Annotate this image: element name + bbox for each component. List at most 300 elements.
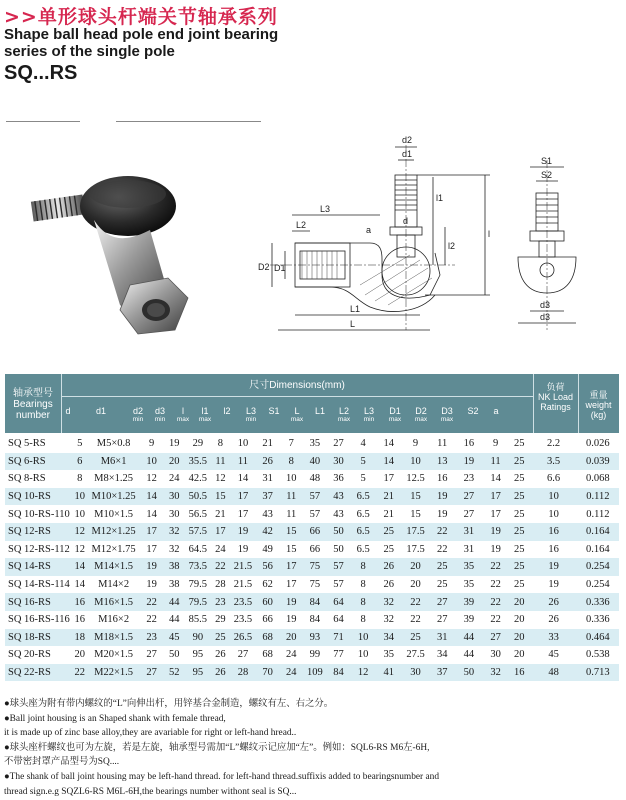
table-row — [5, 470, 619, 488]
bearing-number-cell: SQ 8-RS — [5, 470, 73, 488]
table-cell: M20×1.5 — [87, 646, 140, 664]
bearing-number-cell: SQ 12-RS — [5, 523, 73, 541]
table-cell: 43 — [327, 505, 350, 523]
table-cell: 12.5 — [401, 470, 430, 488]
table-cell: 38 — [163, 558, 186, 576]
bearing-number-cell: SQ 10-RS-110 — [5, 505, 73, 523]
table-cell: 19 — [231, 541, 256, 559]
table-cell: 14 — [483, 470, 508, 488]
table-cell: 14 — [140, 505, 163, 523]
table-cell: 20 — [401, 576, 430, 594]
table-cell: 60 — [255, 593, 280, 611]
table-row — [5, 523, 619, 541]
label-l1: l1 — [436, 193, 444, 203]
table-cell: 19 — [140, 576, 163, 594]
table-cell: 0.336 — [577, 593, 619, 611]
note-line: ●球头座杆螺纹也可为左旋，若是左旋，轴承型号需加“L”螺纹示记应加“左”。例如：SQL6-RS M6左-6H, — [4, 742, 430, 753]
table-cell: 17 — [376, 470, 401, 488]
label-S1: S1 — [541, 156, 553, 166]
label-a: a — [366, 225, 372, 235]
table-cell: 31 — [455, 523, 484, 541]
table-row — [5, 646, 619, 664]
table-cell: 17 — [483, 488, 508, 506]
column-header-l: l max — [176, 406, 190, 423]
table-cell: 44 — [163, 611, 186, 629]
column-header-l1: L1 — [314, 406, 325, 416]
table-cell: 24 — [163, 470, 186, 488]
table-cell: 22 — [483, 576, 508, 594]
table-cell: 22 — [401, 611, 430, 629]
table-cell: 17 — [231, 488, 256, 506]
table-cell: 22 — [140, 593, 163, 611]
table-cell: 62 — [255, 576, 280, 594]
column-header-d1: D1 max — [388, 406, 402, 423]
table-cell: 48 — [303, 470, 328, 488]
table-cell: 25 — [508, 453, 531, 471]
header-load — [533, 382, 578, 412]
table-row — [5, 541, 619, 559]
header-load-en: NK Load Ratings — [537, 392, 574, 412]
label-L3: L3 — [320, 204, 331, 214]
table-cell: 79.5 — [186, 593, 211, 611]
table-cell: 10 — [73, 505, 87, 523]
header-bearings-en: Bearings number — [13, 399, 53, 421]
table-cell: 56.5 — [186, 505, 211, 523]
label-d: d — [403, 216, 409, 226]
table-cell: 15 — [280, 541, 303, 559]
table-cell: 37 — [430, 664, 455, 682]
table-cell: 25 — [508, 505, 531, 523]
table-cell: 26 — [531, 611, 577, 629]
table-cell: 43 — [327, 488, 350, 506]
table-cell: 25 — [508, 558, 531, 576]
threaded-stud — [31, 194, 85, 221]
bearing-number-cell: SQ 10-RS — [5, 488, 73, 506]
table-cell: 19 — [430, 488, 455, 506]
table-cell: 35 — [303, 435, 328, 453]
table-cell: 4 — [350, 435, 377, 453]
table-cell: 50 — [455, 664, 484, 682]
table-cell: 57 — [303, 488, 328, 506]
table-cell: 27 — [231, 646, 256, 664]
table-cell: 17.5 — [401, 523, 430, 541]
table-cell: 25 — [508, 523, 531, 541]
table-cell: 16 — [455, 435, 484, 453]
table-cell: 93 — [303, 629, 328, 647]
table-cell: 0.112 — [577, 488, 619, 506]
table-cell: 75 — [303, 558, 328, 576]
table-cell: 56 — [255, 558, 280, 576]
table-cell: 25 — [376, 523, 401, 541]
table-cell: 16 — [430, 470, 455, 488]
bearing-number-cell: SQ 14-RS — [5, 558, 73, 576]
page-title-en-line1: Shape ball head pole end joint bearing — [4, 26, 279, 43]
page-title-cn: >>单形球头杆端关节轴承系列 — [4, 6, 278, 28]
table-cell: 27 — [455, 505, 484, 523]
table-cell: 68 — [255, 646, 280, 664]
table-cell: 25 — [430, 558, 455, 576]
table-cell: 57 — [327, 558, 350, 576]
note-line: it is made up of zinc base alloy,they are avariable for right or left-hand hread.. — [4, 728, 297, 739]
table-cell: 2.2 — [531, 435, 577, 453]
table-cell: 75 — [303, 576, 328, 594]
table-cell: 17.5 — [401, 541, 430, 559]
table-row — [5, 593, 619, 611]
table-cell: 28 — [210, 576, 231, 594]
table-cell: 16 — [508, 664, 531, 682]
table-cell: 6.5 — [350, 541, 377, 559]
table-cell: 17 — [483, 505, 508, 523]
table-cell: 27 — [140, 664, 163, 682]
table-cell: 26 — [376, 558, 401, 576]
table-cell: 26 — [210, 664, 231, 682]
table-cell: 19 — [163, 435, 186, 453]
table-cell: 50 — [163, 646, 186, 664]
table-cell: 35 — [455, 558, 484, 576]
table-cell: 10 — [350, 629, 377, 647]
table-row — [5, 435, 619, 453]
bearing-number-cell: SQ 5-RS — [5, 435, 73, 453]
header-weight-en: weight (kg) — [585, 400, 612, 420]
table-cell: 24 — [210, 541, 231, 559]
table-cell: 0.112 — [577, 505, 619, 523]
table-cell: 6.5 — [350, 505, 377, 523]
table-cell: 20 — [508, 611, 531, 629]
table-cell: 8 — [210, 435, 231, 453]
table-cell: 10 — [531, 505, 577, 523]
table-cell: 26 — [376, 576, 401, 594]
table-cell: 25 — [210, 629, 231, 647]
table-cell: 27 — [430, 611, 455, 629]
table-cell: 14 — [376, 453, 401, 471]
table-cell: 23.5 — [231, 593, 256, 611]
table-cell: 13 — [430, 453, 455, 471]
column-header-l3: L3 min — [363, 406, 375, 423]
table-cell: 44 — [455, 629, 484, 647]
column-header-d: d — [65, 406, 71, 416]
table-cell: 22 — [140, 611, 163, 629]
table-cell: 23 — [210, 593, 231, 611]
table-cell: M16×1.5 — [87, 593, 140, 611]
table-cell: M10×1.5 — [87, 505, 140, 523]
column-header-d3: d3 min — [154, 406, 166, 423]
table-cell: 25 — [508, 470, 531, 488]
table-cell: 8 — [350, 611, 377, 629]
table-cell: 39 — [455, 593, 484, 611]
table-cell: 9 — [140, 435, 163, 453]
label-d2: d2 — [402, 135, 413, 145]
table-cell: 90 — [186, 629, 211, 647]
table-cell: 0.254 — [577, 558, 619, 576]
table-cell: 40 — [303, 453, 328, 471]
table-cell: 16 — [73, 611, 87, 629]
table-cell: 22 — [430, 523, 455, 541]
table-cell: 30 — [327, 453, 350, 471]
table-cell: 34 — [376, 629, 401, 647]
table-cell: 10 — [280, 470, 303, 488]
table-cell: 25 — [376, 541, 401, 559]
table-cell: 17 — [140, 523, 163, 541]
table-cell: 20 — [508, 629, 531, 647]
table-cell: 12 — [210, 470, 231, 488]
note-line: ●Ball joint housing is an Shaped shank with female thread, — [4, 713, 226, 724]
table-cell: M18×1.5 — [87, 629, 140, 647]
table-cell: 20 — [508, 646, 531, 664]
table-cell: 6.5 — [350, 488, 377, 506]
table-cell: M12×1.25 — [87, 523, 140, 541]
table-cell: 50.5 — [186, 488, 211, 506]
table-cell: 7 — [280, 435, 303, 453]
table-cell: 8 — [73, 470, 87, 488]
table-cell: M5×0.8 — [87, 435, 140, 453]
table-cell: 10 — [401, 453, 430, 471]
bearing-number-cell: SQ 16-RS — [5, 593, 73, 611]
table-cell: 27 — [140, 646, 163, 664]
label-d3-2: d3 — [540, 312, 551, 322]
table-cell: 5 — [350, 453, 377, 471]
table-cell: 36 — [327, 470, 350, 488]
table-cell: 35 — [455, 576, 484, 594]
table-cell: 19 — [280, 611, 303, 629]
table-cell: 15 — [280, 523, 303, 541]
label-d1: d1 — [402, 149, 413, 159]
column-header-d3: D3 max — [440, 406, 454, 423]
table-cell: 9 — [401, 435, 430, 453]
table-cell: 20 — [280, 629, 303, 647]
table-cell: 6 — [73, 453, 87, 471]
table-cell: 25 — [508, 541, 531, 559]
table-cell: 79.5 — [186, 576, 211, 594]
table-row — [5, 488, 619, 506]
bearing-number-cell: SQ 18-RS — [5, 629, 73, 647]
table-cell: 17 — [280, 576, 303, 594]
table-cell: M10×1.25 — [87, 488, 140, 506]
table-cell: 9 — [483, 435, 508, 453]
table-cell: 73.5 — [186, 558, 211, 576]
table-cell: 24 — [280, 646, 303, 664]
table-cell: 84 — [303, 611, 328, 629]
table-cell: M16×2 — [87, 611, 140, 629]
table-cell: 20 — [73, 646, 87, 664]
table-cell: M6×1 — [87, 453, 140, 471]
table-cell: 49 — [255, 541, 280, 559]
table-cell: 64 — [327, 611, 350, 629]
header-dimensions: 尺寸Dimensions(mm) — [249, 380, 345, 391]
table-cell: 0.336 — [577, 611, 619, 629]
bearing-number-cell: SQ 6-RS — [5, 453, 73, 471]
table-row — [5, 576, 619, 594]
column-header-l: L max — [290, 406, 304, 423]
table-cell: 23 — [455, 470, 484, 488]
column-header-d2: D2 max — [414, 406, 428, 423]
table-cell: 44 — [163, 593, 186, 611]
table-cell: 17 — [210, 523, 231, 541]
table-cell: 6.6 — [531, 470, 577, 488]
table-cell: 11 — [483, 453, 508, 471]
table-cell: 11 — [210, 453, 231, 471]
notes-block — [4, 697, 622, 799]
table-cell: 34 — [430, 646, 455, 664]
table-cell: 12 — [140, 470, 163, 488]
table-cell: 22 — [483, 611, 508, 629]
table-cell: 57.5 — [186, 523, 211, 541]
table-cell: 24 — [280, 664, 303, 682]
column-header-l2: L2 max — [337, 406, 351, 423]
table-cell: 21 — [210, 505, 231, 523]
table-cell: M22×1.5 — [87, 664, 140, 682]
table-cell: 68 — [255, 629, 280, 647]
table-cell: 0.464 — [577, 629, 619, 647]
label-L1: L1 — [350, 304, 361, 314]
table-cell: 17 — [280, 558, 303, 576]
column-header-l1: l1 max — [198, 406, 212, 423]
table-cell: 23 — [140, 629, 163, 647]
table-cell: 6.5 — [350, 523, 377, 541]
bearing-number-cell: SQ 22-RS — [5, 664, 73, 682]
table-cell: 23.5 — [231, 611, 256, 629]
table-cell: 19 — [483, 541, 508, 559]
table-cell: 42 — [255, 523, 280, 541]
table-cell: 14 — [376, 435, 401, 453]
table-cell: 3.5 — [531, 453, 577, 471]
table-cell: 8 — [350, 558, 377, 576]
table-cell: 50 — [327, 523, 350, 541]
table-cell: 15 — [210, 488, 231, 506]
table-cell: 66 — [303, 541, 328, 559]
table-cell: 19 — [280, 593, 303, 611]
table-cell: 14 — [231, 470, 256, 488]
table-cell: 17 — [231, 505, 256, 523]
table-row — [5, 453, 619, 471]
table-cell: 10 — [231, 435, 256, 453]
label-l: l — [488, 229, 490, 239]
table-cell: 21 — [376, 505, 401, 523]
label-L: L — [350, 319, 356, 329]
note-line: 不带密封罩产品型号为SQ.... — [4, 757, 120, 768]
table-cell: 10 — [531, 488, 577, 506]
table-cell: 0.068 — [577, 470, 619, 488]
bearing-number-cell: SQ 12-RS-112 — [5, 541, 73, 559]
table-cell: 14 — [73, 576, 87, 594]
table-cell: 39 — [455, 611, 484, 629]
table-cell: 26.5 — [231, 629, 256, 647]
table-cell: 0.254 — [577, 576, 619, 594]
table-row — [5, 611, 619, 629]
table-cell: 37 — [255, 488, 280, 506]
table-cell: 27 — [430, 593, 455, 611]
label-l2: l2 — [448, 241, 456, 251]
table-cell: 30 — [483, 646, 508, 664]
table-cell: 11 — [280, 505, 303, 523]
table-row — [5, 558, 619, 576]
table-row — [5, 505, 619, 523]
table-cell: 99 — [303, 646, 328, 664]
table-cell: 11 — [430, 435, 455, 453]
table-cell: 12 — [73, 523, 87, 541]
table-cell: 21.5 — [231, 576, 256, 594]
table-cell: 25 — [401, 629, 430, 647]
table-cell: 27 — [483, 629, 508, 647]
table-cell: 8 — [280, 453, 303, 471]
table-cell: 26 — [255, 453, 280, 471]
table-cell: M8×1.25 — [87, 470, 140, 488]
note-line: ●球头座为附有带内螺纹的“L”向伸出杆，用锌基合金制造，螺纹有左、右之分。 — [4, 699, 334, 709]
table-cell: 31 — [455, 541, 484, 559]
table-cell: 32 — [163, 541, 186, 559]
bearing-number-cell: SQ 14-RS-114 — [5, 576, 73, 594]
table-cell: 16 — [531, 523, 577, 541]
table-cell: 27.5 — [401, 646, 430, 664]
table-cell: 70 — [255, 664, 280, 682]
table-cell: 10 — [73, 488, 87, 506]
table-cell: 45 — [531, 646, 577, 664]
table-cell: 22 — [73, 664, 87, 682]
table-cell: 20 — [163, 453, 186, 471]
table-cell: 66 — [303, 523, 328, 541]
table-cell: 5 — [73, 435, 87, 453]
header-weight — [578, 390, 619, 420]
table-cell: 35.5 — [186, 453, 211, 471]
label-L2: L2 — [296, 220, 307, 230]
label-d3: d3 — [540, 300, 551, 310]
table-cell: 29 — [186, 435, 211, 453]
bearing-photo — [10, 150, 220, 340]
table-cell: 0.164 — [577, 523, 619, 541]
table-cell: 19 — [455, 453, 484, 471]
header-bearings — [5, 388, 61, 421]
table-cell: 84 — [303, 593, 328, 611]
table-cell: 20 — [401, 558, 430, 576]
column-header-l2: l2 — [223, 406, 231, 416]
table-cell: 21 — [255, 435, 280, 453]
table-cell: 12 — [350, 664, 377, 682]
table-cell: 10 — [350, 646, 377, 664]
header-weight-cn: 重量 — [589, 390, 608, 400]
table-cell: 35 — [376, 646, 401, 664]
bearing-number-cell: SQ 16-RS-116 — [5, 611, 73, 629]
table-cell: 84 — [327, 664, 350, 682]
table-cell: 77 — [327, 646, 350, 664]
table-cell: 20 — [508, 593, 531, 611]
table-cell: 19 — [231, 523, 256, 541]
table-cell: 17 — [140, 541, 163, 559]
spec-table — [5, 435, 619, 681]
table-cell: 32 — [376, 593, 401, 611]
table-cell: 85.5 — [186, 611, 211, 629]
table-cell: 31 — [430, 629, 455, 647]
column-header-s2: S2 — [467, 406, 479, 416]
table-cell: 32 — [483, 664, 508, 682]
table-cell: 16 — [531, 541, 577, 559]
table-header — [5, 374, 619, 433]
table-cell: 26 — [210, 646, 231, 664]
table-cell: 30 — [163, 488, 186, 506]
column-header-a: a — [493, 406, 499, 416]
table-cell: 14 — [73, 558, 87, 576]
column-header-d1: d1 — [95, 406, 106, 416]
table-cell: 26 — [531, 593, 577, 611]
table-cell: M14×1.5 — [87, 558, 140, 576]
table-cell: 22 — [483, 593, 508, 611]
table-cell: 22 — [401, 593, 430, 611]
label-S2: S2 — [541, 170, 553, 180]
table-cell: 30 — [163, 505, 186, 523]
column-header-l3: L3 min — [245, 406, 257, 423]
table-cell: 8 — [350, 593, 377, 611]
table-cell: 25 — [508, 488, 531, 506]
table-cell: 64.5 — [186, 541, 211, 559]
table-cell: 50 — [327, 541, 350, 559]
